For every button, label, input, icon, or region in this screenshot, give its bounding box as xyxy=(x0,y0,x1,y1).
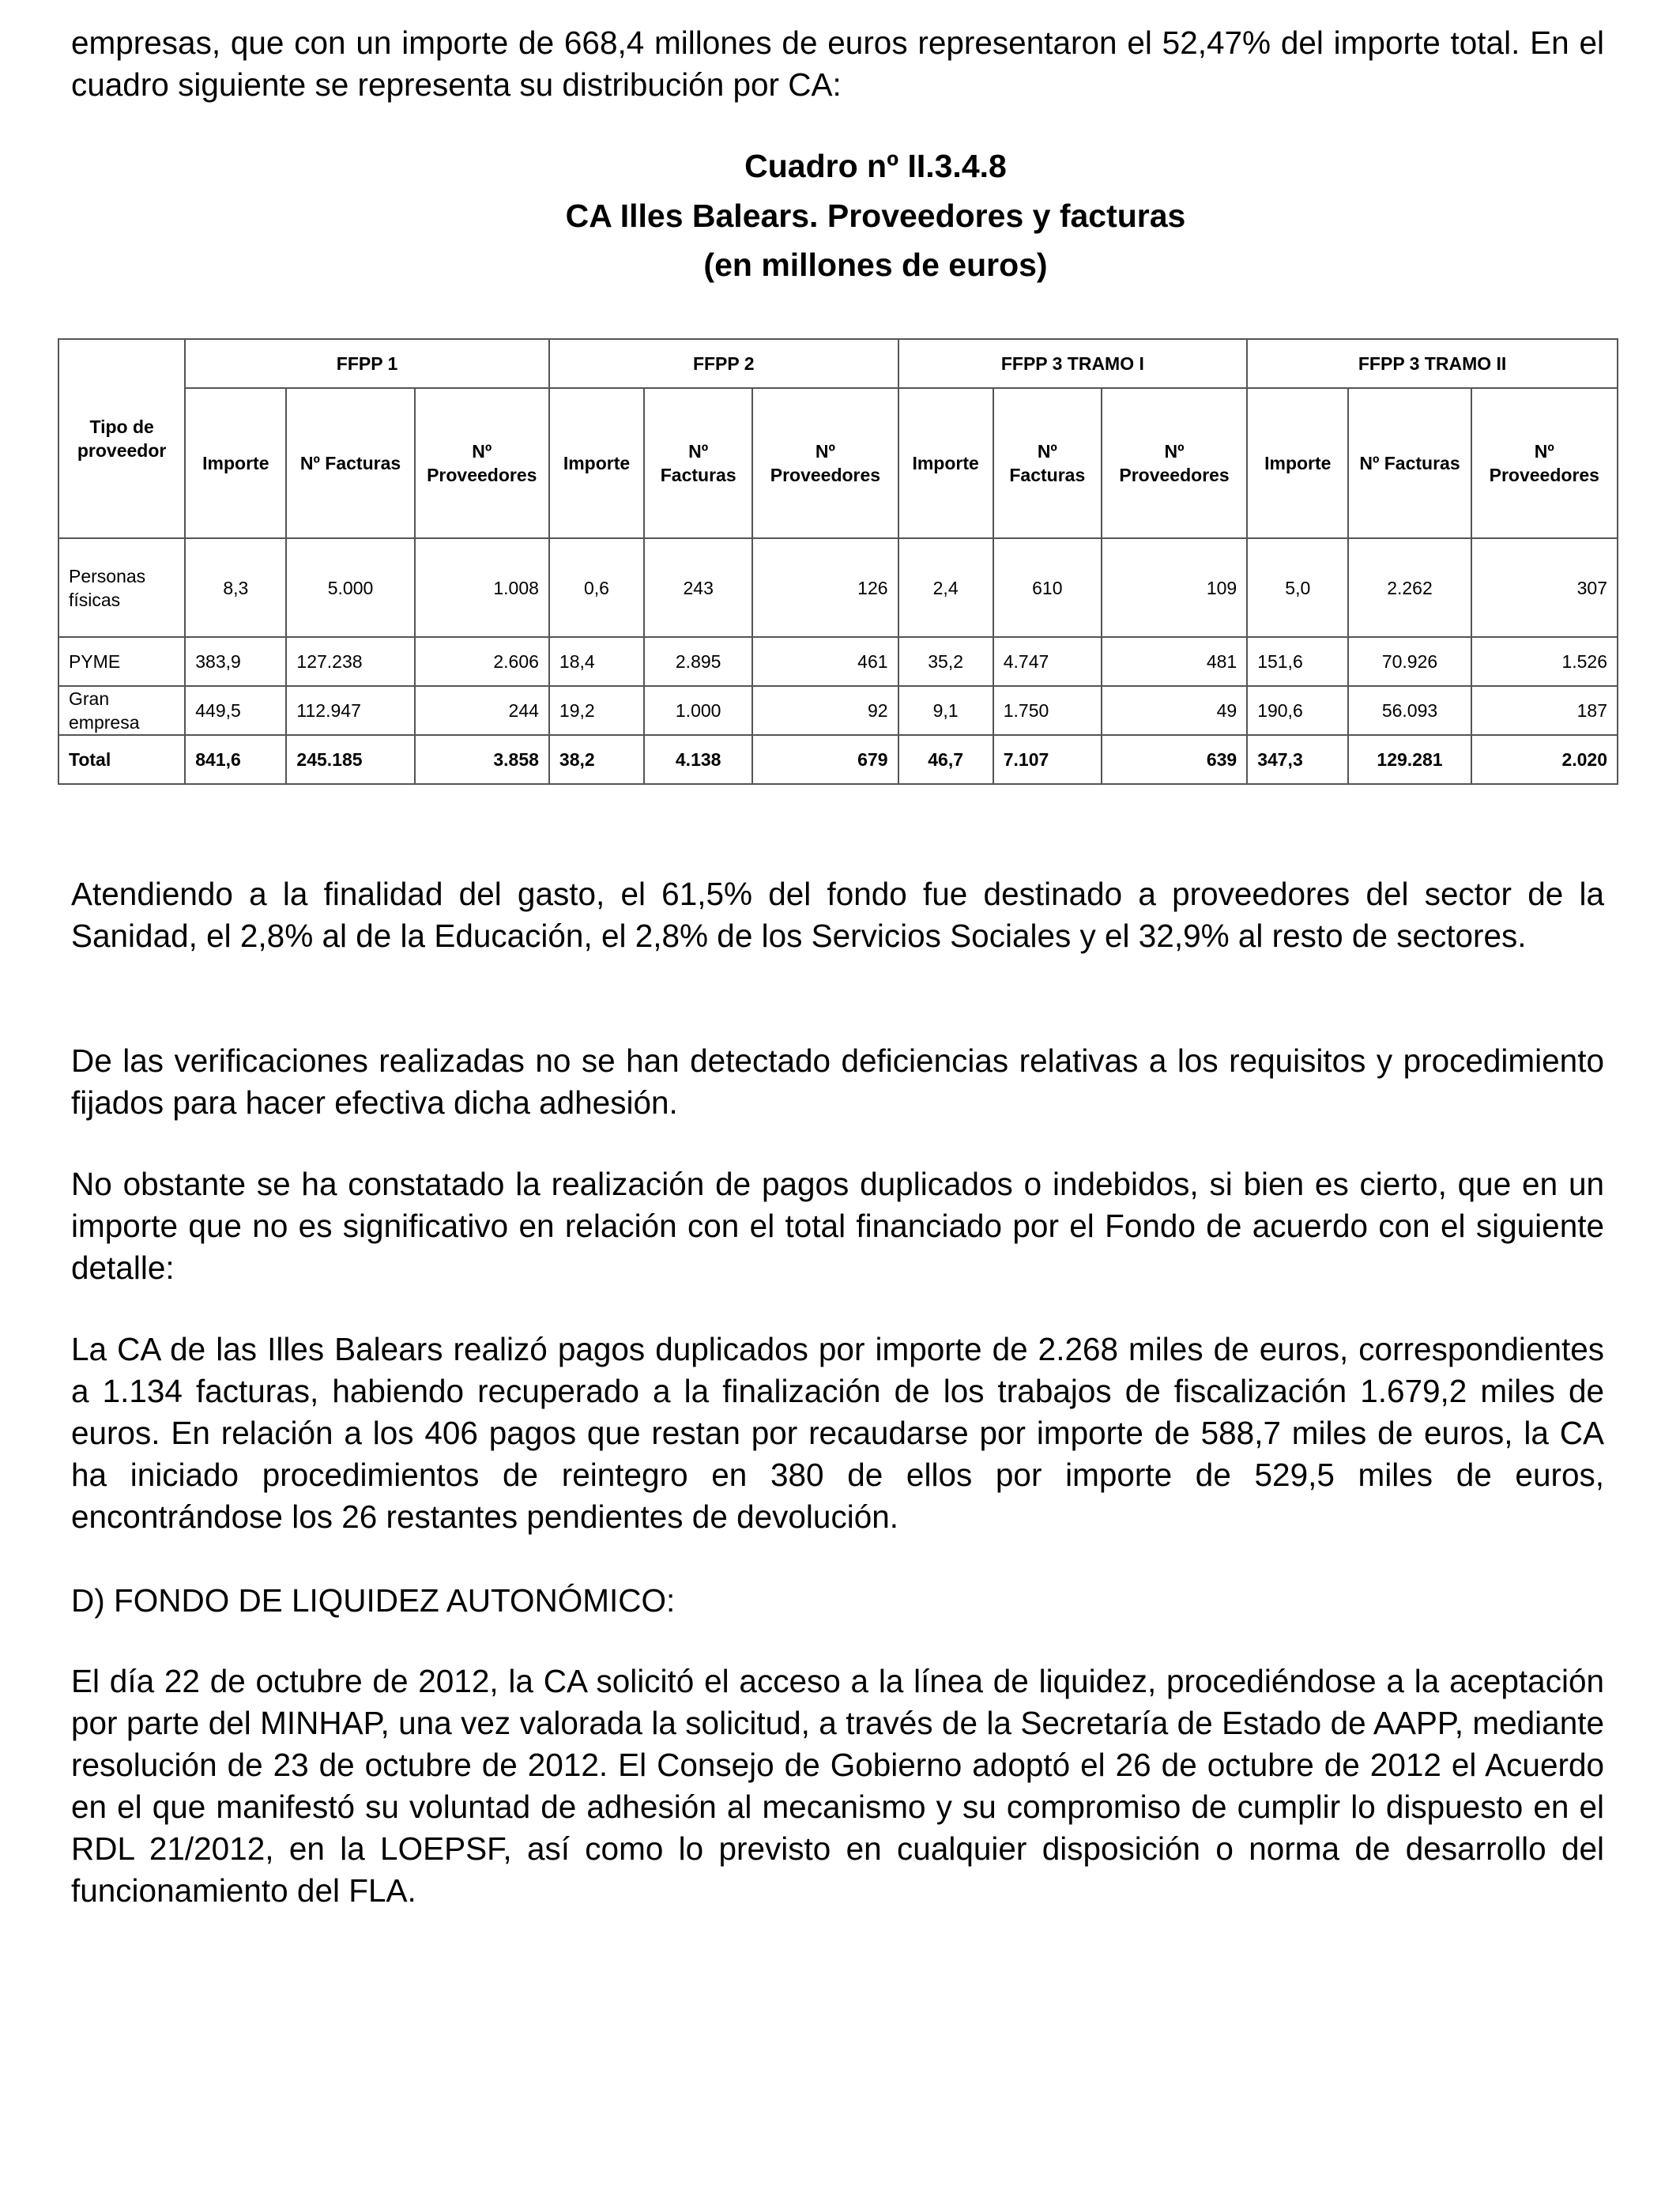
table-cell: 461 xyxy=(752,637,898,686)
table-cell: 1.008 xyxy=(415,538,549,637)
table-cell: 244 xyxy=(415,686,549,735)
table-cell: 112.947 xyxy=(286,686,414,735)
table-cell: 1.000 xyxy=(644,686,752,735)
table-header-groups xyxy=(58,339,1618,388)
table-cell: 679 xyxy=(752,735,898,784)
table-cell: 639 xyxy=(1102,735,1247,784)
paragraph-verificaciones: De las verificaciones realizadas no se han detectado deficiencias relativas a los requisitos y procedimiento fijados para hacer efectiva dicha adhesión. xyxy=(71,1042,1604,1121)
table-cell: 4.747 xyxy=(993,637,1102,686)
table-cell: 307 xyxy=(1471,538,1618,637)
table-cell: 245.185 xyxy=(286,735,414,784)
subheader-proveedores: Nº Proveedores xyxy=(752,388,898,538)
row-label: Gran empresa xyxy=(58,686,185,735)
paragraph-detalle-illes-balears: La CA de las Illes Balears realizó pagos duplicados por importe de 2.268 miles de euros, correspondientes a 1.134 facturas, habiendo recuperado a la finalización de los trabajos de fiscalización 1.679,2 miles de euros. En relación a los 406 pagos que restan por recaudarse por importe de 588,7 miles de euros, la CA ha iniciado procedimientos de reintegro en 380 de ellos por importe de 529,5 miles de euros, encontrándose los 26 restantes pendientes de devolución. xyxy=(71,1331,1604,1535)
subheader-facturas: Nº Facturas xyxy=(644,388,752,538)
table-cell: 0,6 xyxy=(549,538,644,637)
paragraph-pagos-duplicados: No obstante se ha constatado la realización de pagos duplicados o indebidos, si bien es cierto, que en un importe que no es significativo en relación con el total financiado por el Fondo de acuerdo con el siguiente detalle: xyxy=(71,1166,1604,1286)
table-cell: 126 xyxy=(752,538,898,637)
subheader-proveedores: Nº Proveedores xyxy=(415,388,549,538)
table-cell: 2.262 xyxy=(1348,538,1471,637)
table-cell: 1.750 xyxy=(993,686,1102,735)
table-header-subcolumns xyxy=(58,388,1618,538)
group-header-ffpp1: FFPP 1 xyxy=(185,339,549,388)
table-cell: 190,6 xyxy=(1247,686,1348,735)
row-label: Total xyxy=(58,735,185,784)
table-cell: 129.281 xyxy=(1348,735,1471,784)
table-cell: 2,4 xyxy=(898,538,993,637)
subheader-importe: Importe xyxy=(185,388,286,538)
paragraph-finalidad-gasto: Atendiendo a la finalidad del gasto, el 61,5% del fondo fue destinado a proveedores del sector de la Sanidad, el 2,8% al de la Educación, el 2,8% de los Servicios Sociales y el 32,9% al resto de sectores. xyxy=(71,876,1604,954)
table-cell: 151,6 xyxy=(1247,637,1348,686)
table-cell: 109 xyxy=(1102,538,1247,637)
table-cell: 56.093 xyxy=(1348,686,1471,735)
intro-paragraph: empresas, que con un importe de 668,4 millones de euros representaron el 52,47% del importe total. En el cuadro siguiente se representa su distribución por CA: xyxy=(71,25,1604,103)
table-cell: 127.238 xyxy=(286,637,414,686)
subheader-facturas: Nº Facturas xyxy=(1348,388,1471,538)
table-cell: 5.000 xyxy=(286,538,414,637)
row-header-cell xyxy=(58,339,185,538)
subheader-importe: Importe xyxy=(549,388,644,538)
table-cell: 35,2 xyxy=(898,637,993,686)
table-cell: 9,1 xyxy=(898,686,993,735)
table-cell: 4.138 xyxy=(644,735,752,784)
subheader-proveedores: Nº Proveedores xyxy=(1471,388,1618,538)
table-row xyxy=(58,637,1618,686)
subheader-importe: Importe xyxy=(898,388,993,538)
table-cell: 3.858 xyxy=(415,735,549,784)
table-cell: 7.107 xyxy=(993,735,1102,784)
providers-invoices-table xyxy=(58,338,1618,785)
table-cell: 18,4 xyxy=(549,637,644,686)
table-row xyxy=(58,538,1618,637)
table-cell: 2.895 xyxy=(644,637,752,686)
table-cell: 70.926 xyxy=(1348,637,1471,686)
row-header-label: Tipo de proveedor xyxy=(77,417,167,461)
table-cell: 1.526 xyxy=(1471,637,1618,686)
row-label: PYME xyxy=(58,637,185,686)
group-header-ffpp3-tramo1: FFPP 3 TRAMO I xyxy=(898,339,1248,388)
section-heading-fla: D) FONDO DE LIQUIDEZ AUTONÓMICO: xyxy=(71,1582,676,1619)
table-caption-units: (en millones de euros) xyxy=(703,247,1048,283)
table-caption-title: CA Illes Balears. Proveedores y facturas xyxy=(565,198,1186,234)
table-cell: 610 xyxy=(993,538,1102,637)
table-cell: 383,9 xyxy=(185,637,286,686)
table-caption-number: Cuadro nº II.3.4.8 xyxy=(744,148,1007,184)
table-cell: 46,7 xyxy=(898,735,993,784)
group-header-ffpp3-tramo2: FFPP 3 TRAMO II xyxy=(1247,339,1618,388)
table-cell: 243 xyxy=(644,538,752,637)
table-cell: 49 xyxy=(1102,686,1247,735)
table-cell: 38,2 xyxy=(549,735,644,784)
table-cell: 841,6 xyxy=(185,735,286,784)
group-header-ffpp2: FFPP 2 xyxy=(549,339,898,388)
table-cell: 8,3 xyxy=(185,538,286,637)
table-total-row xyxy=(58,735,1618,784)
table-cell: 187 xyxy=(1471,686,1618,735)
table-row xyxy=(58,686,1618,735)
table-cell: 5,0 xyxy=(1247,538,1348,637)
table-cell: 2.606 xyxy=(415,637,549,686)
subheader-facturas: Nº Facturas xyxy=(993,388,1102,538)
table-cell: 449,5 xyxy=(185,686,286,735)
table-cell: 19,2 xyxy=(549,686,644,735)
row-label: Personas físicas xyxy=(58,538,185,637)
subheader-importe: Importe xyxy=(1247,388,1348,538)
subheader-proveedores: Nº Proveedores xyxy=(1102,388,1247,538)
table-cell: 481 xyxy=(1102,637,1247,686)
table-cell: 92 xyxy=(752,686,898,735)
table-cell: 347,3 xyxy=(1247,735,1348,784)
paragraph-fla-acceso: El día 22 de octubre de 2012, la CA solicitó el acceso a la línea de liquidez, procediéndose a la aceptación por parte del MINHAP, una vez valorada la solicitud, a través de la Secretaría de Estado de AAPP, mediante resolución de 23 de octubre de 2012. El Consejo de Gobierno adoptó el 26 de octubre de 2012 el Acuerdo en el que manifestó su voluntad de adhesión al mecanismo y su compromiso de cumplir lo dispuesto en el RDL 21/2012, en la LOEPSF, así como lo previsto en cualquier disposición o norma de desarrollo del funcionamiento del FLA. xyxy=(71,1663,1604,1909)
subheader-facturas: Nº Facturas xyxy=(286,388,414,538)
table-cell: 2.020 xyxy=(1471,735,1618,784)
